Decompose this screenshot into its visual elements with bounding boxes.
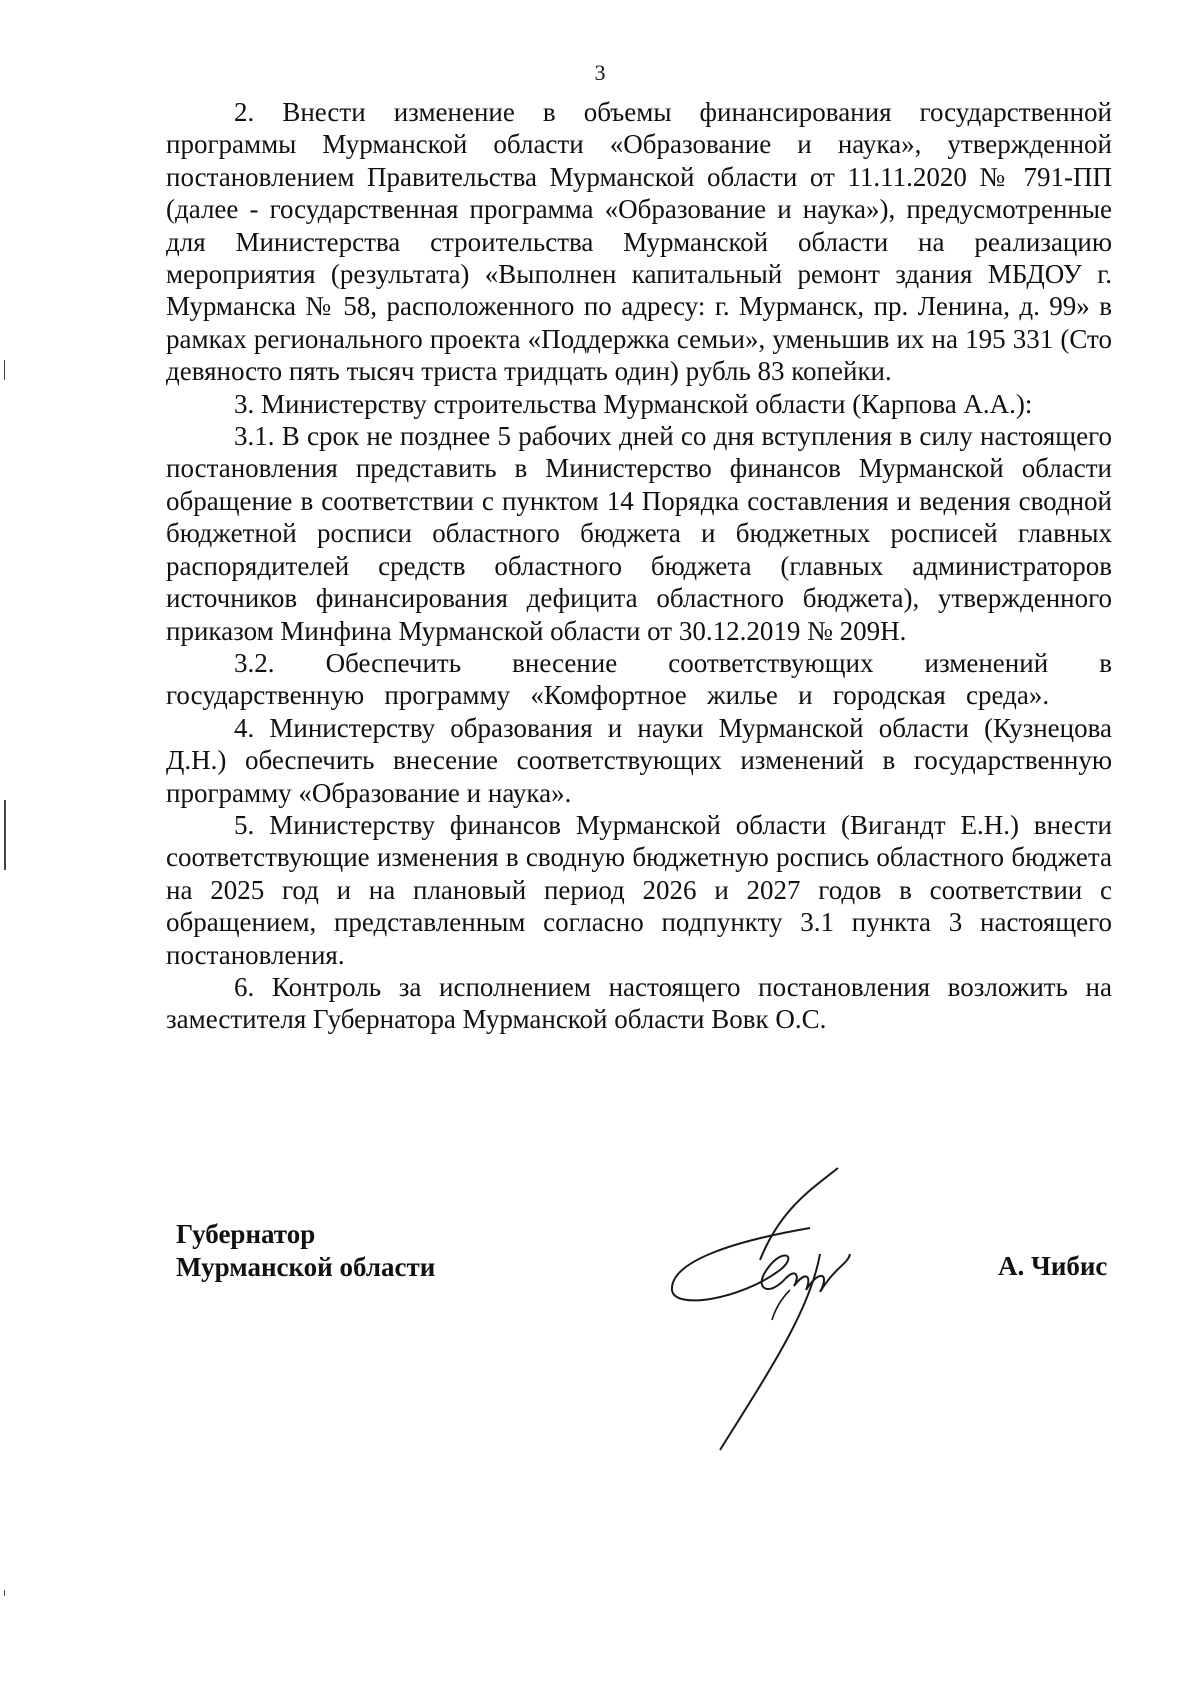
paragraph-5: 5. Министерству финансов Мурманской области (Вигандт Е.Н.) внести соответствующие изменения в сводную бюджетную роспись областного бюджета на 2025 год и на плановый период 2026 и 2027 годов в соответствии с обращением, представленным согласно подпункту 3.1 пункта 3 настоящего постановления. <box>166 809 1112 970</box>
paragraph-2: 2. Внести изменение в объемы финансирования государственной программы Мурманской области «Образование и наука», утвержденной постановлением Правительства Мурманской области от 11.11.2020 № 791-ПП (далее - государственная программа «Образование и наука»), предусмотренные для Министерства строительства Мурманской области на реализацию мероприятия (результата) «Выполнен капитальный ремонт здания МБДОУ г. Мурманска № 58, расположенного по адресу: г. Мурманск, пр. Ленина, д. 99» в рамках регионального проекта «Поддержка семьи», уменьшив их на 195 331 (Сто девяносто пять тысяч триста тридцать один) рубль 83 копейки. <box>166 97 1112 387</box>
document-body <box>166 96 1112 1036</box>
margin-scan-mark <box>4 1590 5 1596</box>
signer-name: А. Чибис <box>998 1251 1108 1281</box>
paragraph-3-2: 3.2. Обеспечить внесение соответствующих изменений в государственную программу «Комфортное жилье и городская среда». <box>166 647 1112 711</box>
signer-position <box>176 1218 435 1284</box>
margin-scan-mark <box>4 360 5 380</box>
signer-position-line2: Мурманской области <box>176 1252 436 1282</box>
page-number: 3 <box>594 60 606 85</box>
paragraph-3-1: 3.1. В срок не позднее 5 рабочих дней со дня вступления в силу настоящего постановления представить в Министерство финансов Мурманской области обращение в соответствии с пунктом 14 Порядка составления и ведения сводной бюджетной росписи областного бюджета и бюджетных росписей главных распорядителей средств областного бюджета (главных администраторов источников финансирования дефицита областного бюджета), утвержденного приказом Минфина Мурманской области от 30.12.2019 № 209Н. <box>166 421 1112 646</box>
handwritten-signature <box>660 1150 920 1470</box>
margin-scan-mark <box>4 800 6 870</box>
signer-position-line1: Губернатор <box>176 1219 316 1249</box>
paragraph-6: 6. Контроль за исполнением настоящего постановления возложить на заместителя Губернатора Мурманской области Вовк О.С. <box>166 971 1112 1035</box>
paragraph-3: 3. Министерству строительства Мурманской области (Карпова А.А.): <box>234 388 1033 419</box>
paragraph-4: 4. Министерству образования и науки Мурманской области (Кузнецова Д.Н.) обеспечить внесение соответствующих изменений в государственную программу «Образование и наука». <box>166 712 1112 808</box>
